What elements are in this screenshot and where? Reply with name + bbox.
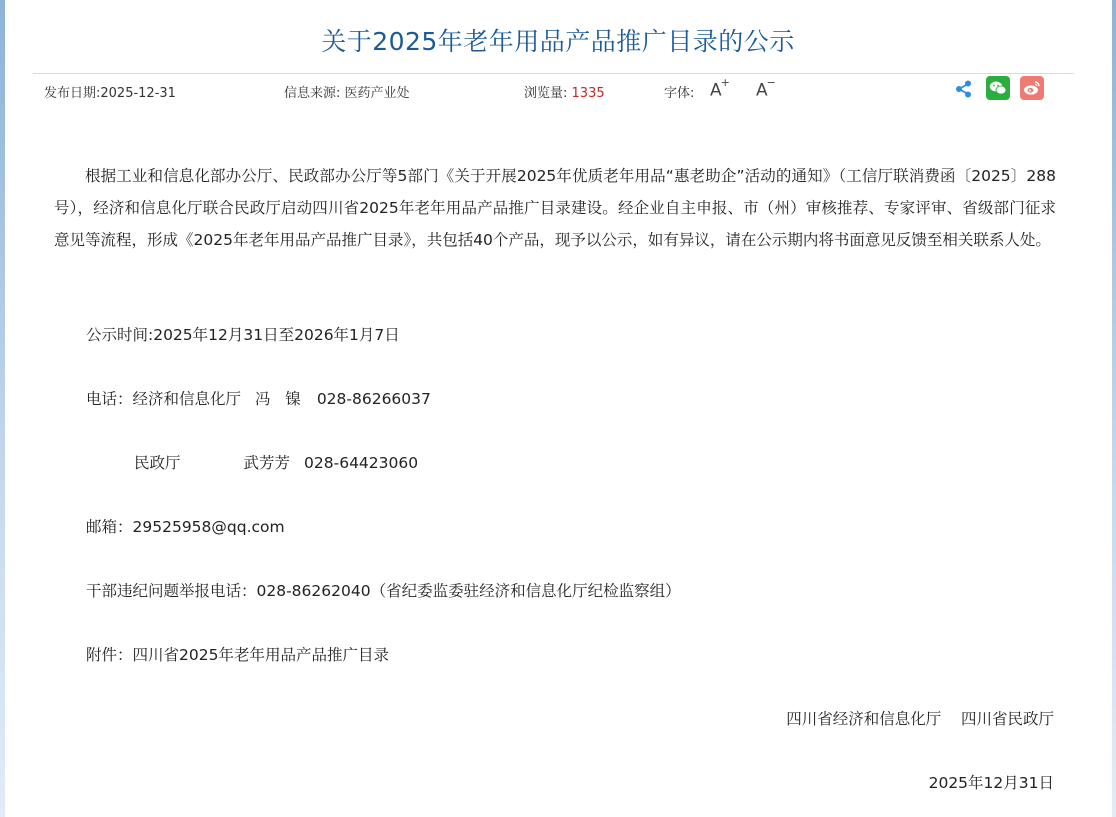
- publish-date-label: 发布日期:: [44, 86, 101, 101]
- font-decrease-button[interactable]: [756, 76, 776, 101]
- contact1-phone: 028-86266037: [316, 390, 431, 408]
- publish-date: [44, 82, 176, 101]
- contact1-name: 冯 镍: [255, 390, 301, 408]
- attachment-line: [86, 643, 389, 665]
- font-increase-glyph: A: [710, 80, 722, 101]
- report-line: 干部违纪问题举报电话：028-86262040（省纪委监委驻经济和信息化厅纪检监察组）: [86, 582, 681, 600]
- share-icon[interactable]: [954, 79, 974, 99]
- meta-divider: [33, 73, 1074, 74]
- email-line: [86, 515, 285, 537]
- font-size-label: 字体:: [664, 86, 695, 101]
- views-value: 1335: [571, 86, 605, 101]
- info-source: [284, 82, 410, 101]
- contact-line-2: [134, 451, 418, 473]
- announcement-period: 公示时间:2025年12月31日至2026年1月7日: [86, 326, 400, 344]
- email-value: 29525958@qq.com: [132, 518, 285, 536]
- plus-icon: +: [720, 76, 730, 89]
- minus-icon: −: [766, 76, 776, 89]
- body-paragraph: 根据工业和信息化部办公厅、民政部办公厅等5部门《关于开展2025年优质老年用品“惠老助企”活动的通知》（工信厅联消费函〔2025〕288号），经济和信息化厅联合民政厅启动四川省2025年老年用品产品推广目录建设。经企业自主申报、市（州）审核推荐、专家评审、省级部门征求意见等流程，形成《2025年老年用品产品推广目录》，共包括40个产品，现予以公示，如有异议，请在公示期内将书面意见反馈至相关联系人处。: [54, 167, 1056, 249]
- contact-line-1: [86, 387, 431, 409]
- page-right-edge: [1112, 0, 1116, 817]
- contact1-dept: 经济和信息化厅: [132, 390, 242, 408]
- source-label: 信息来源:: [284, 86, 341, 101]
- publish-date-value: 2025-12-31: [100, 86, 176, 101]
- page-left-edge: [0, 0, 5, 817]
- phone-label: 电话：: [86, 390, 133, 408]
- contact2-name: 武芳芳: [243, 454, 291, 472]
- view-count: [524, 82, 605, 101]
- email-label: 邮箱：: [86, 518, 133, 536]
- attachment-label: 附件：: [86, 646, 133, 664]
- contact2-dept: 民政厅: [134, 454, 181, 472]
- font-increase-button[interactable]: [710, 76, 730, 101]
- attachment-link[interactable]: 四川省2025年老年用品产品推广目录: [132, 646, 389, 664]
- weibo-icon[interactable]: [1020, 76, 1044, 100]
- views-label: 浏览量:: [524, 86, 568, 101]
- page-title: 关于2025年老年用品产品推广目录的公示: [321, 27, 795, 56]
- sign-date: 2025年12月31日: [928, 774, 1054, 792]
- contact2-phone: 028-64423060: [304, 454, 419, 472]
- signature: 四川省经济和信息化厅 四川省民政厅: [786, 710, 1054, 728]
- article-body: [54, 160, 1056, 256]
- source-value: 医药产业处: [344, 86, 410, 101]
- font-decrease-glyph: A: [756, 80, 768, 101]
- wechat-icon[interactable]: [986, 76, 1010, 100]
